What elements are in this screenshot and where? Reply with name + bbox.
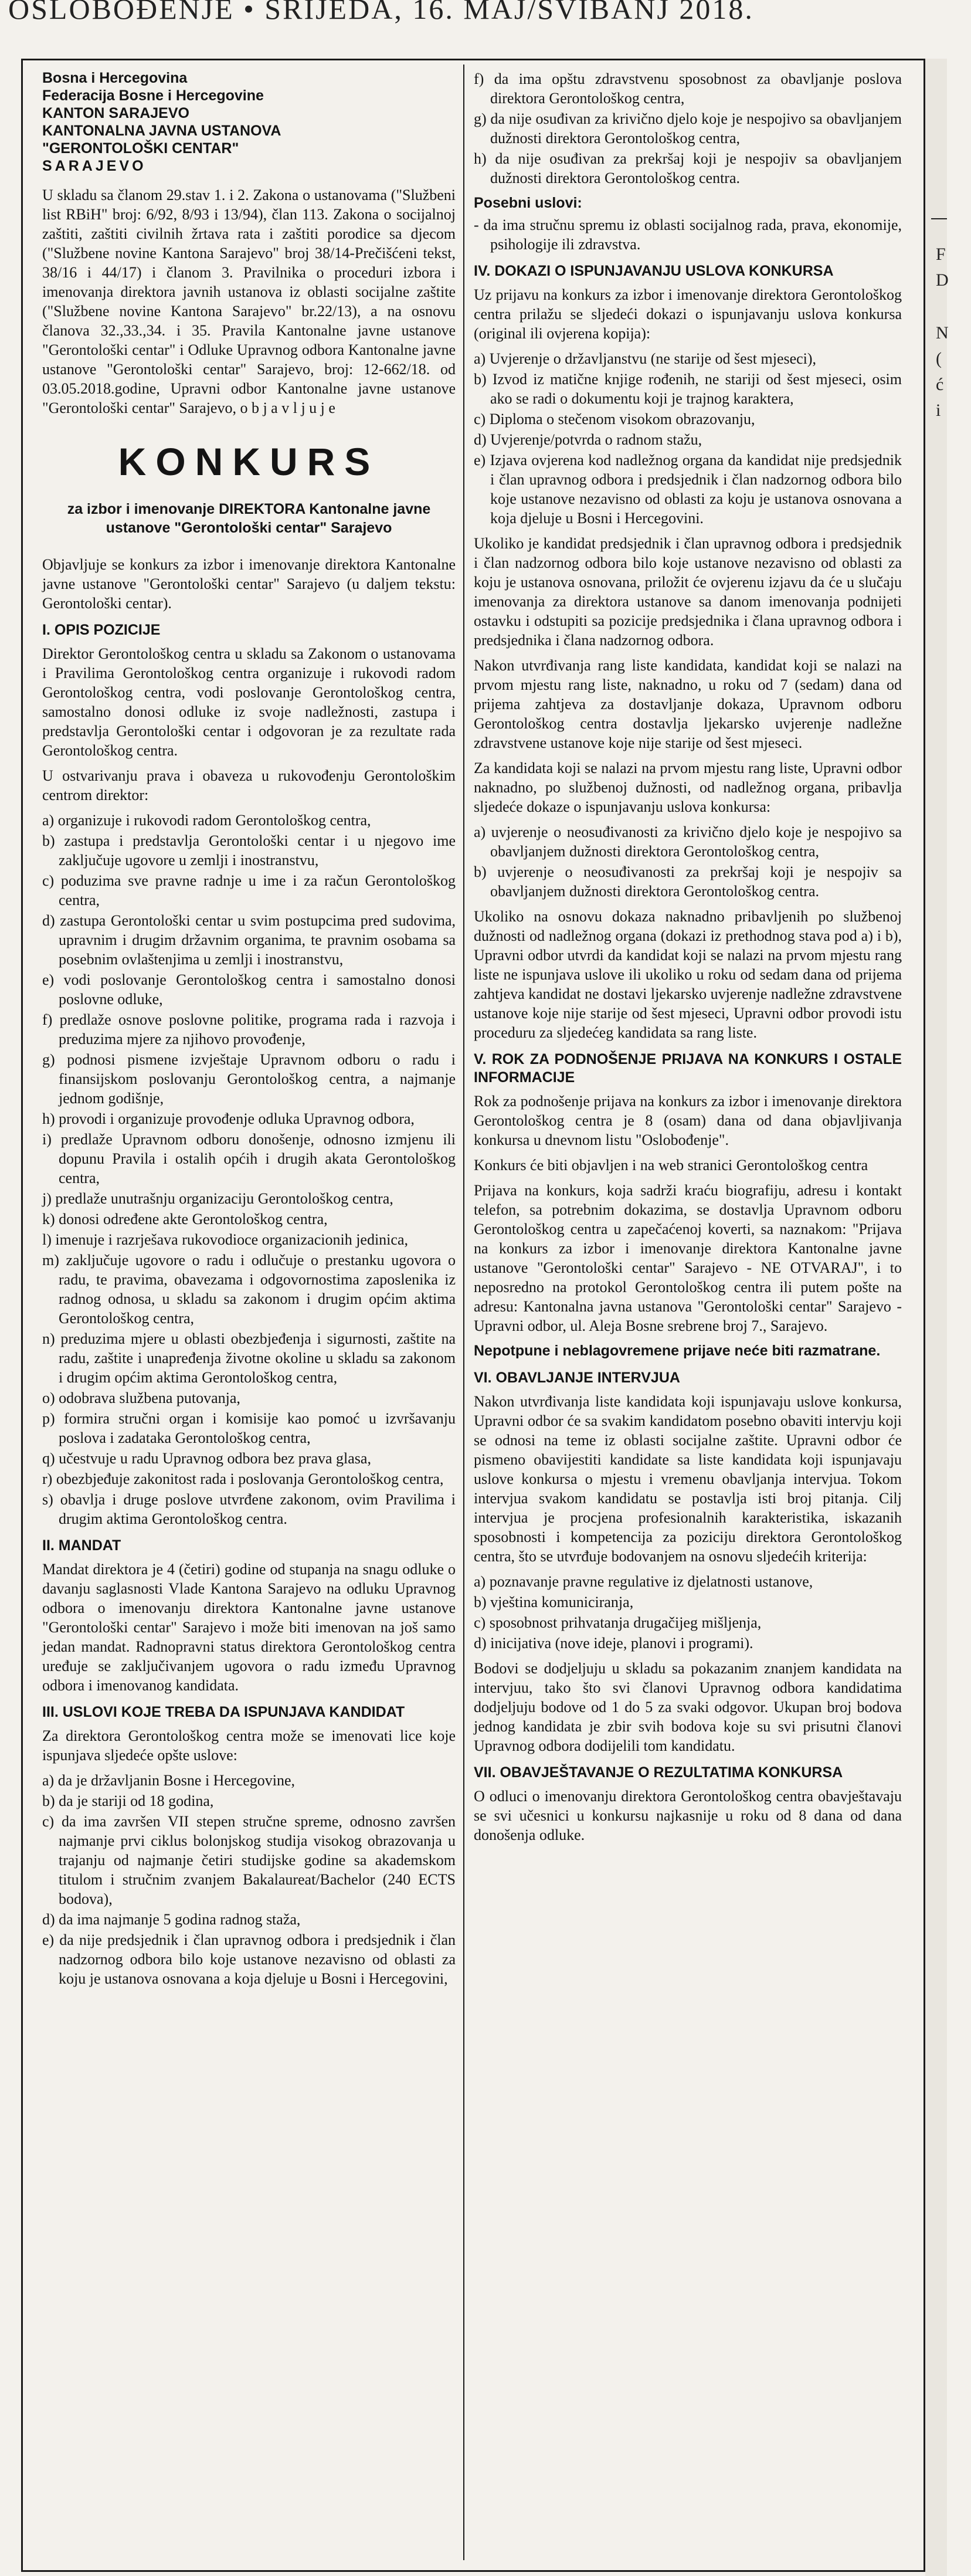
list-item: d) zastupa Gerontološki centar u svim postupcima pred sudovima, upravnim i drugim državnim organima, te pravnim osobama sa posebnim ovlaštenjima u zemlji i inostranstvu,: [42, 912, 456, 968]
paragraph: Prijava na konkurs, koja sadrži kraću biografiju, adresu i kontakt telefon, sa potrebnim dokazima, se dostavlja Upravnom odboru Gerontološkog centra u zapečaćenoj koverti, sa naznakom: "Prijava na konkurs za izbor i imenovanje direktora Kantonalne javne ustanove "Gerontološki centar" Sarajevo - NE OTVARAJ", i to neposredno na protokol Gerontološkog centra ili putem pošte na adresu: Kantonalna javna ustanova "Gerontološki centar" Sarajevo - Upravni odbor, ul. Aleja Bosne srebrene broj 7., Sarajevo.: [474, 1182, 902, 1334]
paragraph: Mandat direktora je 4 (četiri) godine od stupanja na snagu odluke o davanju saglasnosti Vlade Kantona Sarajevo na odluku Upravnog odbora o imenovanju direktora Kantonalne javne ustanove "Gerontološki centar" Sarajevo i može biti imenovan na još samo jedan mandat. Radnopravni status direktora Gerontološkog centra uređuje se zaključivanjem ugovora o radu između Upravnog odbora i imenovanog kandidata.: [42, 1561, 456, 1694]
list-item: n) preduzima mjere u oblasti obezbjeđenja i sigurnosti, zaštite na radu, zaštite i unapređenja životne okoline u skladu sa zakonom i drugim općim aktima Gerontološkog centra,: [42, 1330, 456, 1386]
masthead: [0, 0, 947, 35]
paragraph: O odluci o imenovanju direktora Gerontološkog centra obavještavaju se svi učesnici u konkursu najkasnije u roku od 8 dana od dana donošenja odluke.: [474, 1788, 902, 1843]
paragraph: Za kandidata koji se nalazi na prvom mjestu rang liste, Upravni odbor naknadno, po službenoj dužnosti, od nadležnog organa, pribavlja sljedeće dokaze o ispunjavanju uslova konkursa:: [474, 760, 902, 815]
list-item: d) inicijativa (nove ideje, planovi i programi).: [474, 1635, 753, 1652]
list-item: b) vještina komuniciranja,: [474, 1594, 634, 1611]
legal-basis-paragraph: U skladu sa članom 29.stav 1. i 2. Zakona o ustanovama ("Službeni list RBiH" broj: 6/92, 8/93 i 13/94), član 113. Zakona o socijalnoj zaštiti, zaštiti civilnih žrtava rata i zaštiti porodice sa djecom ("Službene novine Kantona Sarajevo" broj 38/14-Prečišćeni tekst, 38/16 i 44/17) i članom 3. Pravilnika o proceduri izbora i imenovanja direktora javnih ustanova iz oblasti socijalne zaštite ("Službene novine Kantona Sarajevo" br.22/13), a na osnovu članova 32.,33.,34. i 35. Pravila Kantonalne javne ustanove "Gerontološki centar" i Odluke Upravnog odbora Kantonalne javne ustanove "Gerontološki centar" Sarajevo, broj: 12-662/18. od 03.05.2018.godine, Upravni odbor Kantonalne javne ustanove "Gerontološki centar" Sarajevo, o b j a v l j u j e: [42, 187, 456, 416]
list-item: c) Diploma o stečenom visokom obrazovanju,: [474, 411, 755, 428]
header-line: KANTON SARAJEVO: [42, 105, 189, 121]
list-item: a) Uvjerenje o državljanstvu (ne starije od šest mjeseci),: [474, 350, 817, 367]
header-line: Federacija Bosne i Hercegovine: [42, 87, 264, 104]
list-item: d) Uvjerenje/potvrda o radnom stažu,: [474, 431, 702, 448]
section-heading: V. ROK ZA PODNOŠENJE PRIJAVA NA KONKURS I OSTALE INFORMACIJE: [474, 1051, 902, 1086]
evidence-list: [474, 349, 902, 528]
general-conditions-list-continued: [474, 69, 902, 188]
institution-header: [42, 69, 456, 175]
adjacent-article-edge: [925, 59, 947, 2576]
section-heading: I. OPIS POZICIJE: [42, 622, 161, 638]
list-item: h) da nije osuđivan za prekršaj koji je nespojiv sa obavljanjem dužnosti direktora Gerontološkog centra.: [474, 150, 902, 187]
list-item: b) Izvod iz matične knjige rođenih, ne stariji od šest mjeseci, osim ako se radi o dokumentu koji je trajnog karaktera,: [474, 371, 902, 407]
list-item: j) predlaže unutrašnju organizaciju Gerontološkog centra,: [42, 1190, 393, 1207]
notice-subtitle: za izbor i imenovanje DIREKTORA Kantonalne javne ustanove "Gerontološki centar" Sarajevo: [67, 501, 431, 536]
list-item: o) odobrava službena putovanja,: [42, 1389, 240, 1406]
header-line: SARAJEVO: [42, 158, 147, 174]
general-conditions-list: [42, 1771, 456, 1988]
official-evidence-list: [474, 822, 902, 901]
list-item: q) učestvuje u radu Upravnog odbora bez prava glasa,: [42, 1450, 371, 1467]
paragraph: U ostvarivanju prava i obaveza u rukovođenju Gerontološkim centrom direktor:: [42, 767, 456, 804]
header-line: KANTONALNA JAVNA USTANOVA: [42, 123, 281, 139]
list-item: b) da je stariji od 18 godina,: [42, 1792, 214, 1809]
edge-fragment: ć: [936, 375, 944, 394]
list-item: a) uvjerenje o neosuđivanosti za krivično djelo koje je nespojivo sa obavljanjem dužnosti direktora Gerontološkog centra,: [474, 823, 902, 860]
list-item: c) sposobnost prihvatanja drugačijeg mišljenja,: [474, 1614, 762, 1631]
special-conditions-label: Posebni uslovi:: [474, 195, 582, 211]
list-item: a) da je državljanin Bosne i Hercegovine,: [42, 1772, 295, 1789]
announcement-paragraph: Objavljuje se konkurs za izbor i imenovanje direktora Kantonalne javne ustanove "Gerontološki centar" Sarajevo (u daljem tekstu: Gerontološki centar).: [42, 556, 456, 612]
list-item: d) da ima najmanje 5 godina radnog staža,: [42, 1911, 301, 1928]
list-item: b) zastupa i predstavlja Gerontološki centar i u njegovo ime zaključuje ugovore u zemlji i inostranstvu,: [42, 832, 456, 869]
edge-fragment: F: [936, 245, 946, 264]
header-line: "GERONTOLOŠKI CENTAR": [42, 140, 239, 157]
list-item: h) provodi i organizuje provođenje odluka Upravnog odbora,: [42, 1110, 415, 1127]
list-item: s) obavlja i druge poslove utvrđene zakonom, ovim Pravilima i drugim aktima Gerontološkog centra.: [42, 1491, 456, 1527]
header-line: Bosna i Hercegovina: [42, 70, 188, 86]
list-item: g) da nije osuđivan za krivično djelo koje je nespojivo sa obavljanjem dužnosti direktora Gerontološkog centra,: [474, 110, 902, 147]
list-item: i) predlaže Upravnom odboru donošenje, odnosno izmjenu ili dopunu Pravila i ostalih općih i drugih akata Gerontološkog centra,: [42, 1131, 456, 1187]
masthead-text: OSLOBOĐENJE • SRIJEDA, 16. MAJ/SVIBANJ 2018.: [8, 0, 754, 25]
edge-fragment: D: [936, 270, 949, 290]
paragraph: Nakon utvrđivanja rang liste kandidata, kandidat koji se nalazi na prvom mjestu rang liste, naknadno, u roku od 7 (sedam) dana od prijema zahtjeva za dostavljanje dokaza, Upravnom odboru Gerontološkog centra dostavlja ljekarsko uvjerenje nadležne zdravstvene ustanove koje nije starije od šest mjeseci.: [474, 657, 902, 751]
edge-fragment: i: [936, 401, 941, 420]
list-item: f) da ima opštu zdravstvenu sposobnost za obavljanje poslova direktora Gerontološkog centra,: [474, 70, 902, 107]
paragraph: Za direktora Gerontološkog centra može se imenovati lice koje ispunjava sljedeće opšte uslove:: [42, 1727, 456, 1764]
section-heading: III. USLOVI KOJE TREBA DA ISPUNJAVA KANDIDAT: [42, 1704, 405, 1720]
paragraph: Uz prijavu na konkurs za izbor i imenovanje direktora Gerontološkog centra prilažu se sljedeći dokazi o ispunjavanju uslova konkursa (original ili ovjerena kopija):: [474, 286, 902, 342]
list-item: c) poduzima sve pravne radnje u ime i za račun Gerontološkog centra,: [42, 872, 456, 909]
list-item: p) formira stručni organ i komisije kao pomoć u izvršavanju poslova i zadataka Gerontološkog centra,: [42, 1410, 456, 1446]
edge-fragment: N: [936, 323, 949, 343]
paragraph: Direktor Gerontološkog centra u skladu sa Zakonom o ustanovama i Pravilima Gerontološkog centra organizuje i rukovodi radom Gerontološkog centra, vodi poslovanje Gerontološkog centra, samostalno donosi odluke iz svoje nadležnosti, zastupa i predstavlja Gerontološki centar i odgovoran je za rezultate rada Gerontološkog centra.: [42, 645, 456, 759]
special-conditions-list: [474, 215, 902, 254]
edge-fragment: (: [936, 349, 942, 368]
column-divider: [463, 65, 464, 2560]
list-item: c) da ima završen VII stepen stručne spreme, odnosno završen najmanje prvi ciklus bolonjskog studija visokog obrazovanja u trajanju od najmanje četiri studijske godine sa akademskom titulom i stručnim zvanjem Bakalaureat/Bachelor (240 ECTS bodova),: [42, 1813, 456, 1907]
paragraph: Nakon utvrđivanja liste kandidata koji ispunjavaju uslove konkursa, Upravni odbor će sa svakim kandidatom posebno obaviti intervju koji se odnosi na teme iz oblasti socijalne zaštite. Upravni odbor će pismeno obavijestiti kandidate sa liste kandidata koji ispunjavaju uslove konkursa o mjestu i vremenu obavljanja intervjua. Tokom intervjua svakom kandidatu se postavlja isti broj pitanja. Cilj intervjua je procjena profesionalnih karakteristika, iskazanih sposobnosti i kompetencija za poziciju direktora Gerontološkog centra, što se utvrđuje bodovanjem na osnovu sljedećih kriterija:: [474, 1393, 902, 1565]
list-item: e) vodi poslovanje Gerontološkog centra i samostalno donosi poslovne odluke,: [42, 971, 456, 1008]
section-heading: VII. OBAVJEŠTAVANJE O REZULTATIMA KONKURSA: [474, 1764, 843, 1781]
adjacent-rule: [931, 218, 947, 219]
section-heading: VI. OBAVLJANJE INTERVJUA: [474, 1370, 680, 1386]
list-item: a) poznavanje pravne regulative iz djelatnosti ustanove,: [474, 1573, 813, 1590]
duties-list: [42, 811, 456, 1528]
left-column: [42, 69, 456, 1994]
section-heading: IV. DOKAZI O ISPUNJAVANJU USLOVA KONKURSA: [474, 263, 834, 279]
list-item: l) imenuje i razrješava rukovodioce organizacionih jedinica,: [42, 1231, 408, 1248]
paragraph: Konkurs će biti objavljen i na web stranici Gerontološkog centra: [474, 1157, 868, 1174]
incomplete-applications-note: Nepotpune i neblagovremene prijave neće biti razmatrane.: [474, 1343, 881, 1359]
section-heading: II. MANDAT: [42, 1537, 121, 1554]
list-item: e) Izjava ovjerena kod nadležnog organa da kandidat nije predsjednik i član upravnog odbora i predsjednik i član nadzornog odbora bilo koje ustanove nezavisno od oblasti za koju je ustanova osnovana a koja djeluje u Bosni i Hercegovini.: [474, 452, 902, 527]
right-column: [474, 69, 902, 1850]
list-item: k) donosi određene akte Gerontološkog centra,: [42, 1211, 328, 1228]
list-item: e) da nije predsjednik i član upravnog odbora i predsjednik i član nadzornog odbora bilo koje ustanove nezavisno od oblasti za koju je ustanova osnovana a koja djeluje u Bosni i Hercegovini,: [42, 1931, 456, 1987]
list-item: m) zaključuje ugovore o radu i odlučuje o prestanku ugovora o radu, te pravima, obavezama i odgovornostima zaposlenika iz radnog odnosa, u skladu sa zakonom i drugim općim aktima Gerontološkog centra,: [42, 1252, 456, 1327]
paragraph: Rok za podnošenje prijava na konkurs za izbor i imenovanje direktora Gerontološkog centra je 8 (osam) dana od dana objavljivanja konkursa u dnevnom listu "Oslobođenje".: [474, 1093, 902, 1148]
paragraph: Ukoliko na osnovu dokaza naknadno pribavljenih po službenoj dužnosti od nadležnog organa (dokazi iz prethodnog stava pod a) i b), Upravni odbor utvrdi da kandidat koji se nalazi na prvom mjestu rang liste ne ispunjava uslove ili ukoliko u roku od sedam dana od prijema zahtjeva kandidat ne dostavi ljekarsko uvjerenje nadležne zdravstvene ustanove koje nije starije od šest mjeseci, Upravni odbor provodi istu proceduru za sljedećeg kandidata sa rang liste.: [474, 908, 902, 1041]
list-item: - da ima stručnu spremu iz oblasti socijalnog rada, prava, ekonomije, psihologije ili zdravstva.: [474, 216, 902, 253]
list-item: g) podnosi pismene izvještaje Upravnom odboru o radu i finansijskom poslovanju Gerontološkog centra, a najmanje jednom godišnje,: [42, 1051, 456, 1107]
list-item: a) organizuje i rukovodi radom Gerontološkog centra,: [42, 812, 371, 829]
paragraph: Bodovi se dodjeljuju u skladu sa pokazanim znanjem kandidata na intervjuu, tako što svi članovi Upravnog odbora kandidatima dodjeljuju bodove od 1 do 5 za svaki odgovor. Ukupan broj bodova jednog kandidata je zbir svih bodova koje su svi prisutni članovi Upravnog odbora dodijelili tom kandidatu.: [474, 1660, 902, 1754]
list-item: b) uvjerenje o neosuđivanosti za prekršaj koji je nespojiv sa obavljanjem dužnosti direktora Gerontološkog centra.: [474, 863, 902, 900]
paragraph: Ukoliko je kandidat predsjednik i član upravnog odbora i predsjednik i član nadzornog odbora bilo koje ustanove nezavisno od oblasti za koju je ustanova osnovana, priložit će ovjerenu izjavu da će u slučaju imenovanja za direktora ustanove sa danom imenovanja podnijeti ostavku i odstupiti sa pozicije predsjednika i člana upravnog odbora i predsjednika i člana nadzornog odbora.: [474, 535, 902, 649]
list-item: r) obezbjeđuje zakonitost rada i poslovanja Gerontološkog centra,: [42, 1470, 444, 1487]
notice-title: KONKURS: [118, 440, 380, 483]
interview-criteria-list: [474, 1572, 902, 1653]
list-item: f) predlaže osnove poslovne politike, programa rada i razvoja i preduzima mjere za njihovo provođenje,: [42, 1011, 456, 1048]
